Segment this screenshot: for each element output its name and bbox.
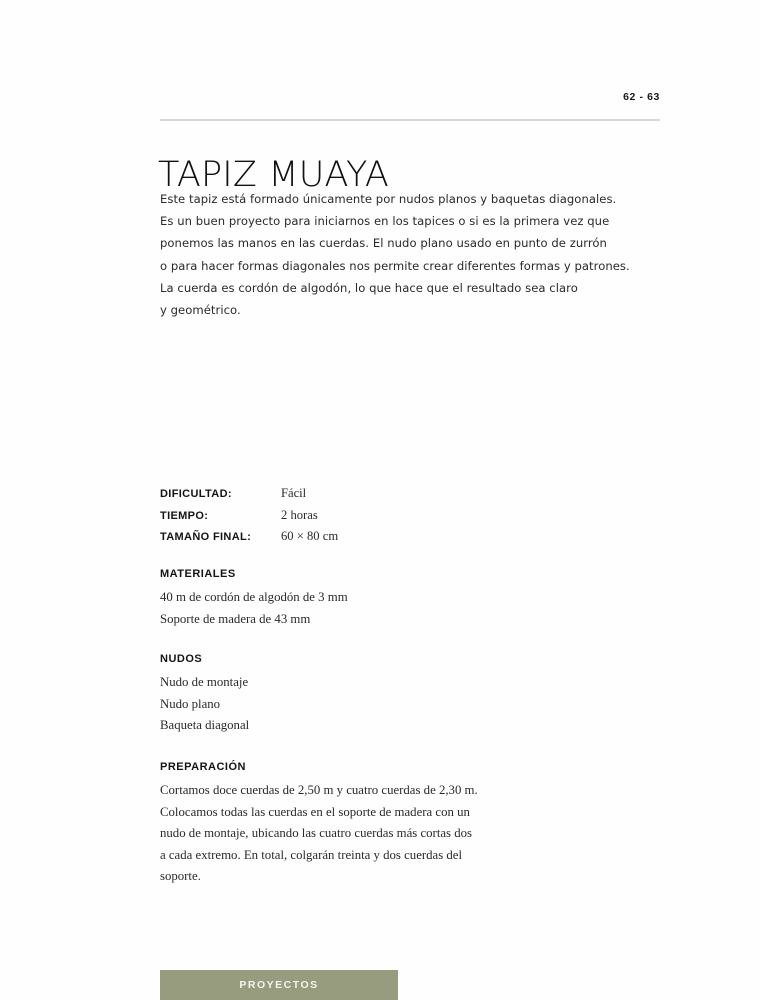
section-materiales — [160, 568, 590, 630]
header-divider — [160, 119, 660, 121]
intro-line: y geométrico. — [160, 303, 241, 318]
section-heading: NUDOS — [160, 653, 203, 665]
intro-line: Este tapiz está formado únicamente por nudos planos y baquetas diagonales. — [160, 192, 617, 206]
spec-value: 2 horas — [281, 507, 318, 522]
spec-row-tiempo — [160, 508, 338, 530]
footer-section-label: PROYECTOS — [239, 979, 319, 991]
intro-paragraph — [160, 188, 680, 321]
intro-line: o para hacer formas diagonales nos permite crear diferentes formas y patrones. — [160, 258, 630, 273]
spec-row-tamano-final — [160, 529, 338, 551]
spec-value: Fácil — [281, 486, 307, 500]
section-line: 40 m de cordón de algodón de 3 mm — [160, 590, 348, 604]
intro-line: Es un buen proyecto para iniciarnos en los tapices o si es la primera vez que — [160, 214, 610, 229]
spec-table — [160, 486, 338, 551]
section-line: soporte. — [160, 869, 201, 884]
section-line: Soporte de madera de 43 mm — [160, 611, 311, 626]
section-line: nudo de montaje, ubicando las cuatro cuerdas más cortas dos — [160, 826, 473, 841]
section-nudos — [160, 653, 590, 737]
section-line: Nudo plano — [160, 696, 221, 711]
page-title: TAPIZ MUAYA — [158, 155, 389, 196]
footer-section-bar — [160, 970, 398, 1000]
section-line: Cortamos doce cuerdas de 2,50 m y cuatro cuerdas de 2,30 m. — [160, 783, 478, 797]
section-heading: MATERIALES — [160, 568, 236, 580]
spec-label: DIFICULTAD: — [160, 488, 232, 500]
section-preparacion — [160, 761, 590, 888]
page-number: 62 - 63 — [623, 91, 660, 103]
section-line: a cada extremo. En total, colgarán treinta y dos cuerdas del — [160, 847, 463, 862]
section-line: Colocamos todas las cuerdas en el soporte de madera con un — [160, 804, 470, 819]
spec-label: TIEMPO: — [160, 509, 209, 522]
section-line: Nudo de montaje — [160, 675, 249, 689]
section-heading: PREPARACIÓN — [160, 761, 246, 773]
spec-row-dificultad — [160, 486, 338, 508]
section-line: Baqueta diagonal — [160, 718, 250, 733]
spec-label: TAMAÑO FINAL: — [160, 531, 252, 543]
spec-value: 60 × 80 cm — [281, 529, 339, 543]
intro-line: La cuerda es cordón de algodón, lo que hace que el resultado sea claro — [160, 280, 578, 295]
intro-line: ponemos las manos en las cuerdas. El nudo plano usado en punto de zurrón — [160, 236, 607, 251]
